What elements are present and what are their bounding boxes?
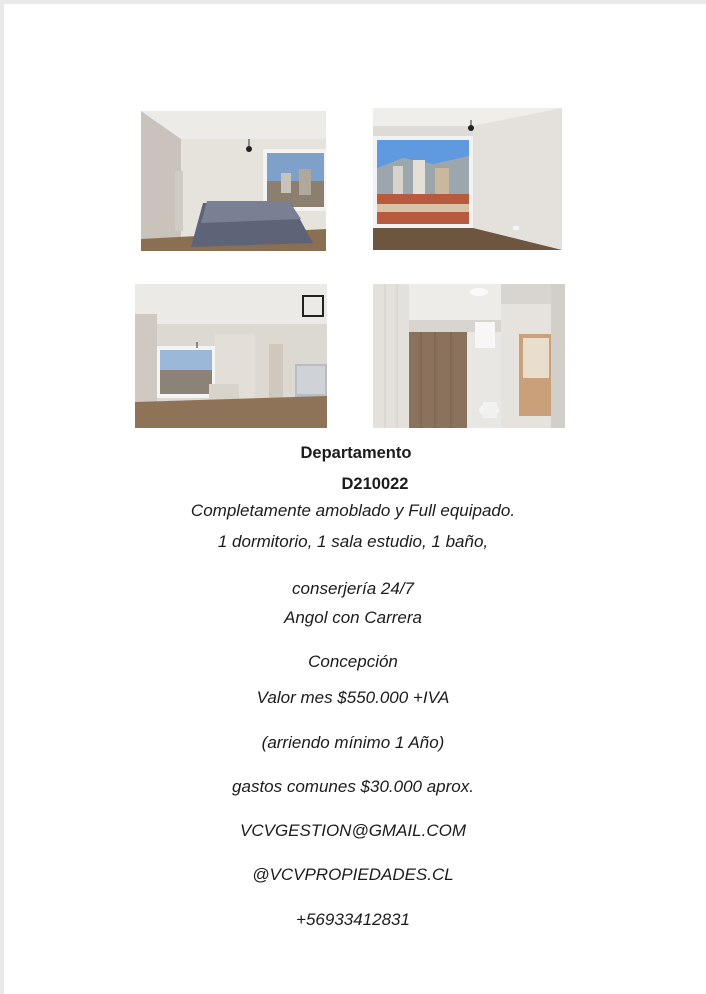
listing-rooms: 1 dormitorio, 1 sala estudio, 1 baño, — [217, 532, 489, 551]
bedroom-photo — [141, 111, 326, 251]
listing-city: Concepción — [308, 652, 398, 671]
study-room-photo — [373, 108, 562, 250]
listing-description: Completamente amoblado y Full equipado. — [190, 501, 516, 520]
contact-email: VCVGESTION@GMAIL.COM — [239, 821, 466, 840]
listing-common-expenses: gastos comunes $30.000 aprox. — [232, 777, 474, 796]
contact-phone: +56933412831 — [296, 910, 410, 929]
listing-price: Valor mes $550.000 +IVA — [256, 688, 450, 707]
contact-instagram: @VCVPROPIEDADES.CL — [252, 865, 454, 884]
listing-title-line1: Departamento — [300, 444, 412, 462]
listing-code: D210022 — [341, 475, 409, 493]
listing-concierge: conserjería 24/7 — [292, 579, 414, 598]
listing-minimum-term: (arriendo mínimo 1 Año) — [261, 733, 445, 752]
bathroom-photo — [373, 284, 565, 428]
listing-address: Angol con Carrera — [284, 608, 422, 627]
living-kitchen-photo — [135, 284, 327, 428]
document-page — [4, 4, 706, 994]
